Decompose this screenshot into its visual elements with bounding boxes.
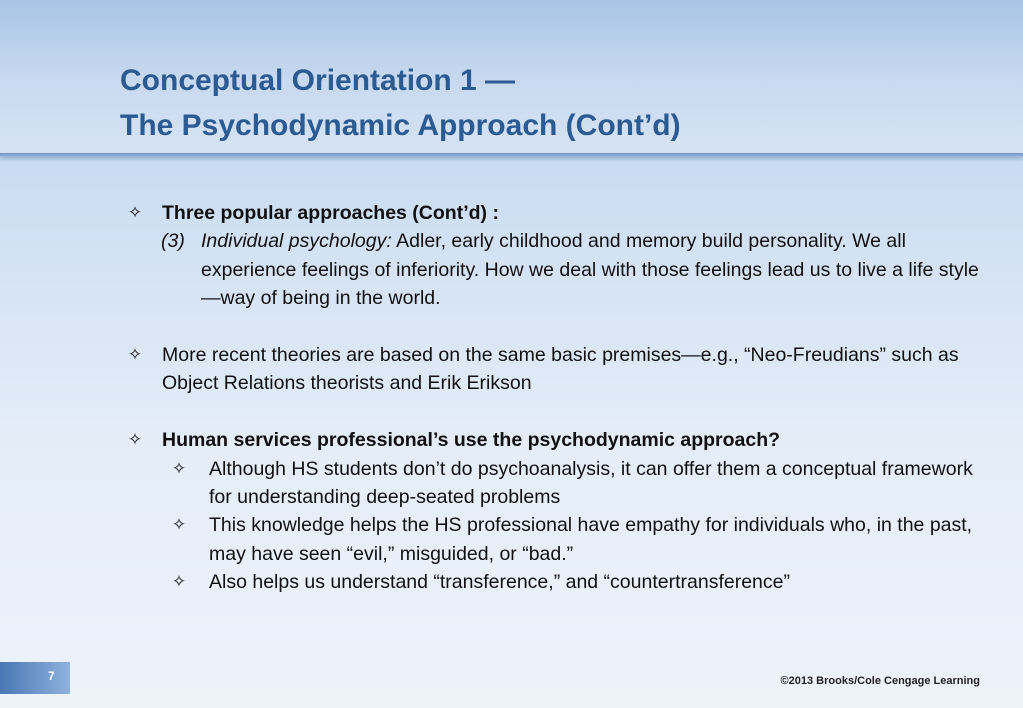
star-bullet-icon: ✧ — [127, 345, 143, 366]
item-term: Individual psychology: — [201, 230, 392, 253]
star-bullet-icon: ✧ — [171, 515, 187, 536]
bullet-heading: Three popular approaches (Cont’d) : — [162, 202, 499, 224]
sub-bullet — [125, 455, 985, 512]
star-bullet-icon: ✧ — [171, 458, 187, 479]
sub-bullet — [125, 511, 985, 568]
sub-bullet-text: This knowledge helps the HS professional have empathy for individuals who, in the past, may have seen “evil,” misguided, or “bad.” — [209, 514, 973, 565]
sub-bullet-text: Also helps us understand “transference,” and “countertransference” — [209, 571, 790, 594]
sub-bullet — [125, 568, 985, 596]
page-number-badge — [0, 662, 70, 694]
star-bullet-icon: ✧ — [127, 430, 143, 451]
item-text: Adler, early childhood and memory build personality. We all experience feelings of inferiority. How we deal with those feelings lead us to live a life style—way of being in the world. — [201, 230, 979, 310]
title-line-1: Conceptual Orientation 1 — — [120, 64, 516, 97]
bullet-three-approaches — [125, 199, 985, 227]
slide-title — [120, 58, 980, 148]
title-line-2: The Psychodynamic Approach (Cont’d) — [120, 109, 681, 142]
slide-body — [125, 199, 985, 597]
page-number: 7 — [48, 669, 55, 683]
numbered-item-individual-psychology — [125, 227, 985, 312]
sub-bullet-text: Although HS students don’t do psychoanalysis, it can offer them a conceptual framework for understanding deep-seated problems — [209, 457, 973, 509]
star-bullet-icon: ✧ — [171, 572, 187, 593]
bullet-heading: Human services professional’s use the psychodynamic approach? — [162, 429, 781, 452]
bullet-text: More recent theories are based on the same basic premises—e.g., “Neo-Freudians” such as Object Relations theorists and Erik Erikson — [162, 344, 959, 395]
bullet-human-services — [125, 426, 985, 454]
copyright-notice: ©2013 Brooks/Cole Cengage Learning — [780, 675, 980, 687]
header-divider — [0, 153, 1023, 157]
bullet-recent-theories — [125, 341, 985, 398]
star-bullet-icon: ✧ — [127, 203, 143, 223]
item-number: (3) — [161, 230, 185, 253]
